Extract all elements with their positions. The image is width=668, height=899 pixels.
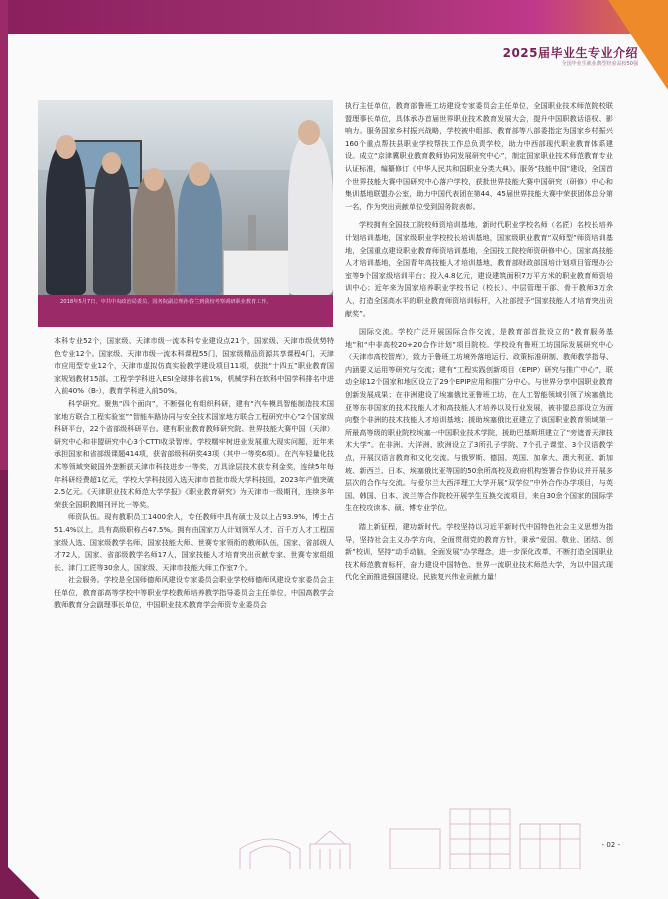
person-figure: [46, 145, 86, 295]
left-edge-stripe: [0, 470, 8, 899]
paragraph-conclusion: 踏上新征程，建功新时代。学校坚持以习近平新时代中国特色社会主义思想为指导，坚持社会主义办学方向，全面贯彻党的教育方针，秉承“爱国、敬业、团结、创新”校训，坚持“动手动脑，全面发展”办学理念，进一步深化改革，不断打造全国职业技术师范教育标杆，奋力建设中国特色、世界一流职业技术师范大学，为以中国式现代化全面推进强国建设、民族复兴伟业贡献力量！: [345, 522, 613, 582]
header-title: 2025届毕业生专业介绍: [502, 46, 638, 60]
paragraph-service-start: 社会服务。学校是全国师德师风建设专家委员会职业学校师德师风建设专家委员会主任单位，教育部高等学校中等职业学校教师培养教学指导委员会主任单位，中国高教学会教师教育分会副理事长单位，中国职业技术教育学会师资专业委员会: [54, 575, 334, 610]
person-figure: [178, 170, 222, 295]
top-color-band: [0, 0, 668, 34]
robot-machine: [223, 250, 290, 295]
person-figure: [288, 135, 333, 295]
person-figure: [93, 160, 131, 295]
paragraph-research: 科学研究。聚焦“四个面向”，不断强化有组织科研，建有“汽车模具智能制造技术国家地方联合工程实验室”“智能车路协同与安全技术国家地方联合工程研究中心”2个国家级科研平台，22个省部级科研平台。建有职业教育教师研究院、世界技能大赛中国（天津）研究中心和非盟研究中心3个CTTI收录智库。学校糯牢树进业发展重大现实问题，近年来承担国家和省部级课题414项，获省部级科研奖43项（其中一等奖6项）。在汽车轻量化技术等领域突破国外垄断获天津市科技进步一等奖，万具涂层技术获专利金奖，连续5年每年科研经费超1亿元，学校大学科技园入选天津市首批市级大学科技园，2023年产值突破2.5亿元。《天津职业技术师范大学学报》《职业教育研究》为天津市一级期刊，连续多年荣获全国职教期刊评比一等奖。: [54, 398, 334, 509]
person-head: [56, 135, 76, 159]
paragraph-undergrad: 本科专业52个，国家级、天津市级一流本科专业建设点21个，国家级、天津市级优势特色专业12个。国家级、天津市级一流本科课程55门，国家级精品资源共享课程4门，天津市应用型专业12个，天津市虚拟仿真实验教学建设项目11项，获批“十四五”职业教育国家规划教材15部。工程学学科进入ESI全球排名前1%，机械学科在软科中国学科排名中进入前40%（B-），教育学科进入前50%。: [54, 336, 334, 396]
person-head: [298, 120, 320, 145]
left-column: [54, 335, 334, 612]
person-head: [144, 168, 164, 191]
person-head: [102, 152, 121, 174]
visit-photo: [38, 100, 333, 295]
bottom-corner-accent: [0, 859, 40, 899]
person-figure: [133, 175, 175, 295]
person-head: [189, 162, 210, 186]
paragraph-training: 学校拥有全国技工院校师资培训基地，新时代职业学校名师（名匠）名校长培养计划培训基地，国家级职业学校校长培训基地，国家级职业教育“双师型”师资培训基地，全国重点建设职业教育师资培训基地，全国技工院校师资研修中心，国家高技能人才培训基地，全国青年高技能人才培训基地，教育部财政部国培计划项目管理办公室等9个国家级培训平台；投入4.8亿元，建设建筑面积7万平方米的职业教育师资培训中心；近年来为国家培养职业学校书记（校长）、中层管理干部、骨干教师3万余人，打造全国高水平的职业教育师资培训标杆，入社部授予“国家技能人才培育突出贡献奖”。: [345, 220, 613, 318]
campus-building-illustration: [380, 799, 600, 869]
robot-arm: [248, 215, 256, 255]
paragraph-faculty: 师资队伍。现有教职员工1400余人，专任教师中具有硕士及以上占93.9%，博士占51.4%以上，具有高级职称占47.5%。拥有由国家万人计划领军人才、百千万人才工程国家级人选、国家级教学名师、国家技能大师、世赛专家领衔的教师队伍，国家、省部级人才72人，国家、省部级教学名师17人，国家技能人才培育突出贡献专家、世赛专家组组长、津门工匠等30余人，国家级、天津市技能大师工作室7个。: [54, 512, 334, 572]
photo-caption: 2018年5月7日，中共中央政治局委员、国务院副总理孙春兰到我校考察调研职业教育工作。: [60, 299, 272, 305]
right-column: [345, 100, 613, 584]
paragraph-international: 国际交流。学校广泛开展国际合作交流，是教育部首批设立的“教育服务基地”和“中非高校20+20合作计划”项目院校。学校设有鲁班工坊国际发展研究中心（天津市高校智库），致力于鲁班工坊境外落地运行、政策标准研制、教师教学指导、内涵要义运用等研究与交流；建有“工程实践创新项目（EPIP）研究与推广中心”，联动全球12个国家和地区设立了29个EPIP应用和推广分中心。与世界分享中国职业教育创新发展成果；在非洲建设了埃塞俄比亚鲁班工坊，在人工智能领域引领了埃塞俄比亚等东非国家的技术技能人才和高技能人才培养以及行业发展，被非盟总部设立为面向整个非洲的技术技能人才培训基地；援助埃塞俄比亚建立了该国职业教育领域第一所最高等级的职业院校埃塞一中国职业技术学院，援助巴基斯坦建立了“旁遮普天津技术大学”。在非洲、大洋洲、欧洲设立了3所孔子学院、7个孔子课堂、3个汉语教学点，开展汉语言教育和文化交流。与俄罗斯、德国、英国、加拿大、澳大利亚、新加坡、新西兰、日本、埃塞俄比亚等国的50余所高校及政府机构签署合作协议并开展多层次的合作与交流。与爱尔兰大西洋理工大学开展“双学位”中外合作办学项目，与英国、韩国、日本、波兰等合作院校开展学生互换交流项目，来自30余个国家的国际学生在校攻读本、硕、博专业学位。: [345, 327, 613, 513]
page-number: - 02 -: [601, 841, 620, 849]
paragraph-service-cont: 执行主任单位，教育部鲁班工坊建设专家委员会主任单位，全国职业技术师范院校联盟理事长单位，具体承办首届世界职业技术教育发展大会，提升中国职教话语权、影响力。服务国家乡村振兴战略，学校被中组部、教育部等八部委指定为国家乡村振兴160个重点帮扶县职业学校帮扶工作总负责学校，助力中西部现代职业教育体系建设。成立“京津冀职业教育教师协同发展研究中心”，制定国家职业技术师范教育专业认证标准，编纂修订《中华人民共和国职业分类大典》。服务“技能中国”建设，全国首个世界技能大赛中国研究中心落户学校，获批世界技能大赛中国研究（研修）中心和集训基地联盟办公室，助力中国代表团在第44、45届世界技能大赛中荣获团体总分第一名，作为突出贡献单位受到国务院表彰。: [345, 101, 613, 211]
header-subtitle: 全国毕业生就业典型经验高校50强: [561, 61, 638, 67]
